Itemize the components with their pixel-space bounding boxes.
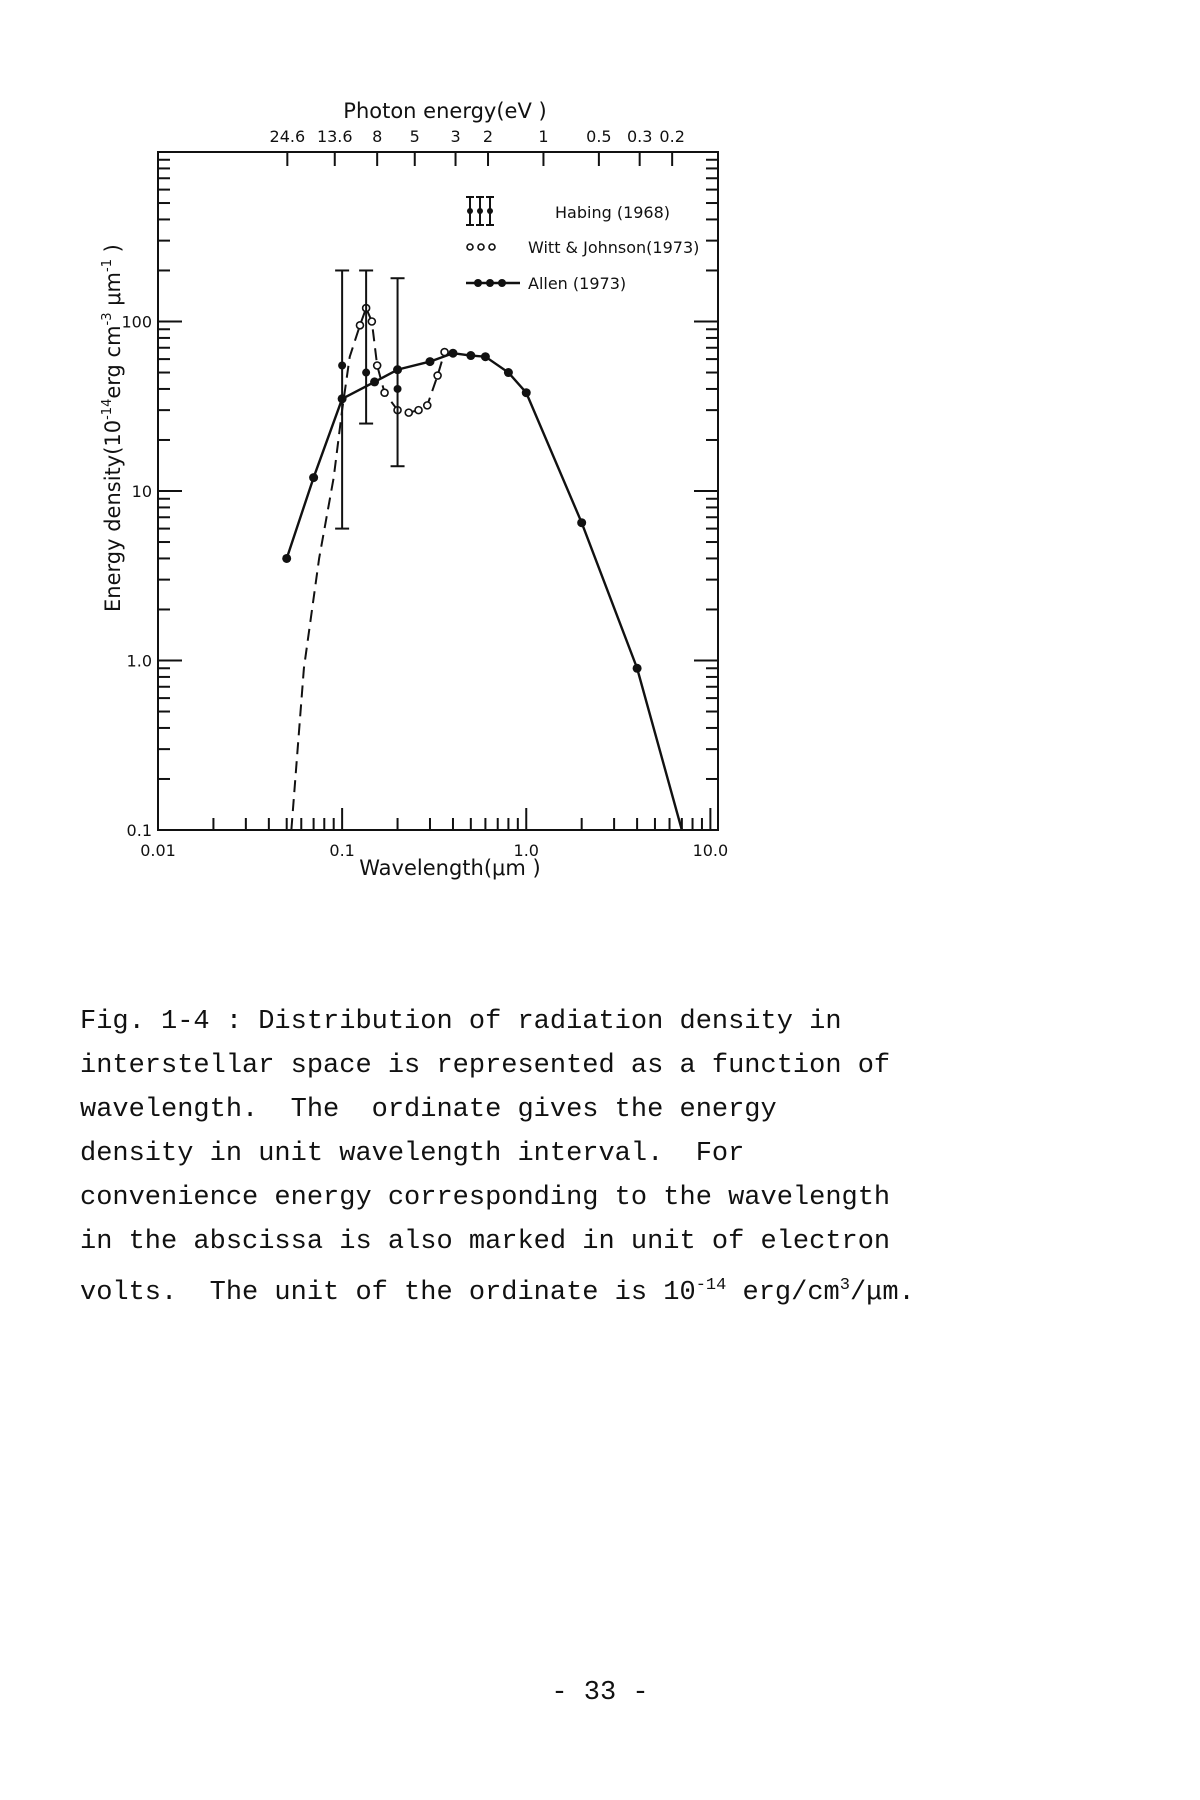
witt-johnson-point <box>356 322 363 329</box>
witt-johnson-point <box>374 362 381 369</box>
legend-label-witt-johnson: Witt & Johnson(1973) <box>528 238 700 257</box>
legend-witt-symbol <box>467 244 473 250</box>
caption-line: density in unit wavelength interval. For <box>80 1139 745 1169</box>
top-tick-label: 3 <box>450 127 461 146</box>
top-axis-title: Photon energy(eV ) <box>343 99 547 123</box>
witt-johnson-point <box>368 318 375 325</box>
x-tick-label: 10.0 <box>692 841 729 860</box>
y-tick-label: 10 <box>131 482 152 501</box>
top-tick-label: 2 <box>482 127 494 146</box>
allen-point <box>448 349 457 358</box>
legend <box>466 197 699 293</box>
caption-line-last: volts. The unit of the ordinate is $10^{-14}$ erg/$cm^3/\mu m$. <box>80 1276 915 1308</box>
allen-point <box>633 664 642 673</box>
witt-johnson-point <box>415 407 422 414</box>
witt-johnson-point <box>381 389 388 396</box>
top-tick-label: 13.6 <box>316 127 353 146</box>
x-axis-title: Wavelength(μm ) <box>359 856 541 880</box>
series-layer <box>282 270 682 830</box>
top-tick-label: 24.6 <box>269 127 306 146</box>
x-tick-label: 0.01 <box>140 841 176 860</box>
y-tick-label: 100 <box>121 312 152 332</box>
legend-habing-symbol <box>467 208 473 214</box>
caption-line: interstellar space is represented as a function of <box>80 1051 891 1081</box>
allen-point <box>309 473 318 482</box>
top-tick-label: 0.5 <box>586 127 612 146</box>
allen-point <box>282 554 291 563</box>
caption-line: convenience energy corresponding to the wavelength <box>80 1183 891 1213</box>
allen-point <box>466 351 475 360</box>
x-tick-label: 1.0 <box>513 841 539 860</box>
radiation-density-chart <box>0 0 1200 880</box>
legend-habing-symbol <box>477 208 483 214</box>
witt-johnson-point <box>405 409 412 416</box>
caption-line: in the abscissa is also marked in unit of electron <box>80 1227 891 1257</box>
top-tick-label: 1 <box>538 127 549 146</box>
witt-johnson-point <box>434 372 441 379</box>
top-tick-label: 0.3 <box>626 127 653 146</box>
legend-witt-symbol <box>489 244 495 250</box>
y-tick-label: 1.0 <box>126 651 152 671</box>
x-tick-label: 0.1 <box>329 841 355 860</box>
legend-label-habing: Habing (1968) <box>555 203 671 222</box>
allen-series-line <box>287 353 682 830</box>
top-tick-label: 8 <box>372 127 383 146</box>
allen-point <box>481 352 490 361</box>
y-axis-title: Energy $density(10^{-14}erg$ $cm^{-3}$ $\mu m^{-1}$ ) <box>100 244 125 612</box>
top-tick-label: 5 <box>409 127 420 146</box>
legend-witt-symbol <box>478 244 484 250</box>
page-number: - 33 - <box>551 1678 649 1708</box>
top-tick-label: 0.2 <box>659 127 685 146</box>
habing-point <box>338 362 346 370</box>
allen-point <box>577 518 586 527</box>
allen-point <box>504 368 513 377</box>
allen-point <box>522 388 531 397</box>
habing-point <box>394 385 402 393</box>
habing-point <box>362 369 370 377</box>
legend-habing-symbol <box>487 208 493 214</box>
y-tick-label: 0.1 <box>126 821 152 840</box>
legend-allen-symbol <box>498 279 506 287</box>
allen-point <box>425 357 434 366</box>
caption-line: wavelength. The ordinate gives the energy <box>80 1095 777 1125</box>
witt-johnson-point <box>424 402 431 409</box>
legend-label-allen: Allen (1973) <box>528 274 627 293</box>
caption-line: Fig. 1-4 : Distribution of radiation density in <box>80 1007 842 1037</box>
figure-caption <box>80 1000 1060 1315</box>
tick-labels <box>121 127 728 860</box>
legend-allen-symbol <box>486 279 494 287</box>
legend-allen-symbol <box>474 279 482 287</box>
allen-point <box>370 377 379 386</box>
